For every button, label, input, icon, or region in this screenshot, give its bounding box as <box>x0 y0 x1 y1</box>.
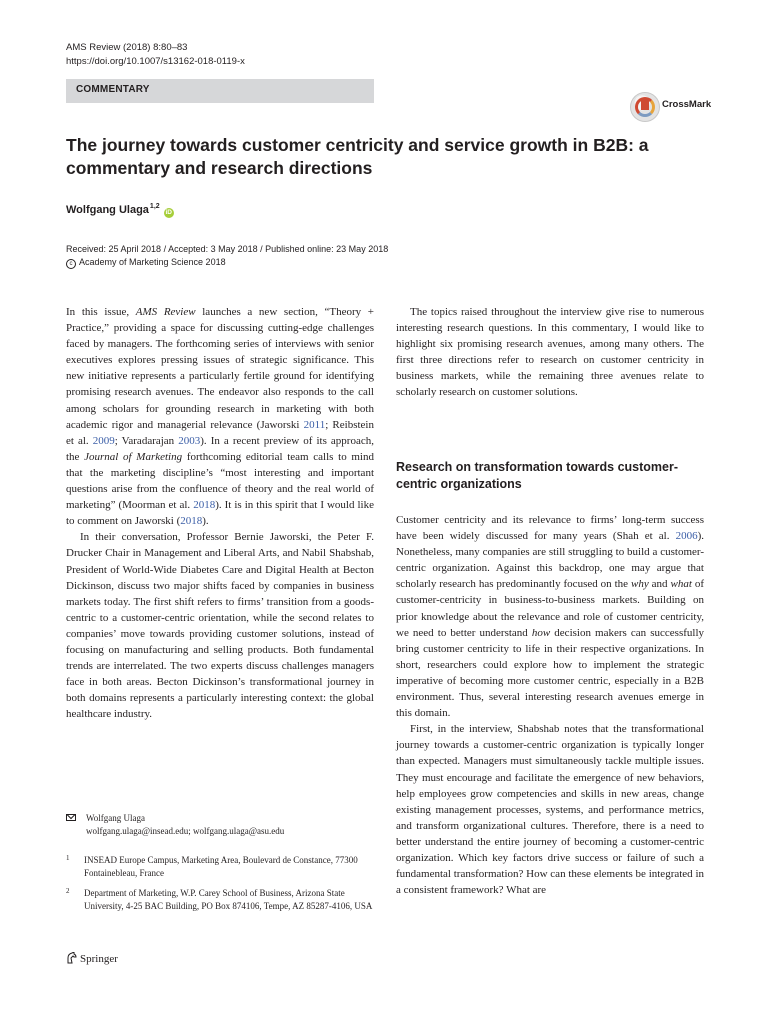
body-paragraph: The topics raised throughout the interview give rise to numerous interesting research questions. In this commentary, I would like to highlight six promising research avenues, among many others. The first three directions refer to research on customer centricity in business markets, while the remaining three avenues relate to scholarly research on customer solutions. <box>396 306 704 399</box>
orcid-icon[interactable]: iD <box>165 209 172 216</box>
copyright-icon: c <box>66 259 76 269</box>
publication-dates: Received: 25 April 2018 / Accepted: 3 May 2018 / Published online: 23 May 2018 <box>66 244 389 254</box>
crossmark-label: CrossMark <box>662 99 712 110</box>
body-paragraph: Customer centricity and its relevance to firms’ long-term success have been widely discussed for many years (Shah et al. 2006). Nonetheless, many companies are still struggling to build a customer-centric organization. Against this backdrop, one may argue that scholarly research has predominantly focused on the why and what of customer-centricity in business-to-business markets. Building on prior knowledge about the relevance and role of customer centricity, we need to better understand how decision makers can successfully bring customer centricity to life in their respective organizations. In short, researchers could explore how to implement the strategic imperative of becoming more customer centric, especially in a B2B environment. Thus, several interesting research avenues emerge in this domain. <box>396 514 705 720</box>
crossmark-button[interactable] <box>630 92 740 124</box>
citation-link[interactable]: 2011 <box>303 418 326 431</box>
author-affiliation-marks: 1,2 <box>149 203 160 210</box>
crossmark-icon <box>630 92 660 122</box>
doi-link[interactable]: https://doi.org/10.1007/s13162-018-0119-x <box>66 56 245 67</box>
citation-link[interactable]: 2018 <box>180 515 203 528</box>
body-paragraph: In this issue, AMS Review launches a new section, “Theory + Practice,” providing a space for discussing cutting-edge challenges faced by managers. The forthcoming series of interviews with senior executives explores pressing issues of strategic significance. This new initiative represents a particularly fertile ground for identifying promising research avenues. The endeavor also responds to the call among scholars for grounding research in marketing with both academic rigor and managerial relevance (Jaworski 2011; Reibstein et al. 2009; Varadarajan 2003). In a recent preview of its approach, the Journal of Marketing forthcoming editorial team calls to mind that the marketing discipline’s “most interesting and important questions arise from the confluence of theory and the real world of marketing” (Moorman et al. 2018). It is in this spirit that I would like to comment on Jaworski (2018). <box>66 306 374 528</box>
citation-link[interactable]: 2006 <box>675 530 698 543</box>
springer-horse-icon <box>66 952 77 964</box>
affiliation-number: 1 <box>66 854 70 862</box>
citation-link[interactable]: 2018 <box>193 499 216 512</box>
article-title: The journey towards customer centricity and service growth in B2B: a commentary and research directions <box>66 135 649 178</box>
body-column-right-intro <box>396 304 704 401</box>
body-paragraph: In their conversation, Professor Bernie Jaworski, the Peter F. Drucker Chair in Management and Liberal Arts, and Nabil Shabshab, President of World-Wide Diabetes Care and Digital Health at Becton Dickinson, discuss two major shifts faced by companies in business markets today. The first shift refers to firms’ transition from a goods-centric to a customer-centric orientation, while the second relates to companies’ move towards providing customer solutions, instead of focusing on manufacturing and selling products. Both fundamental trends are interrelated. The two experts discuss challenges managers face in both areas. Becton Dickinson’s transformational journey in both domains represents a particularly interesting context: the global healthcare industry. <box>66 531 374 721</box>
body-paragraph: First, in the interview, Shabshab notes that the transformational journey towards a customer-centric organization is typically longer than expected. Managers must simultaneously tackle multiple issues. They must encourage and facilitate the emergence of new behaviors, help employees grow competencies and skills in new areas, change existing management processes, systems, and performance metrics, and transform organizational cultures. Therefore, there is a need to better understand the entire journey of becoming a customer-centric organization. Which key factors drive success or failure of such a fundamental transformation? How can these elements be integrated in a consistent framework? What are <box>396 723 704 897</box>
journal-name-italic: Journal of Marketing <box>84 450 183 463</box>
copyright-text: Academy of Marketing Science 2018 <box>79 257 226 267</box>
copyright-line <box>66 256 226 269</box>
affiliation-text: Department of Marketing, W.P. Carey School of Business, Arizona State University, 4-25 BAC Building, PO Box 874106, Tempe, AZ 85287-4106, USA <box>84 888 373 911</box>
author-line <box>66 203 174 218</box>
section-heading: Research on transformation towards customer-centric organizations <box>396 460 679 491</box>
affiliation-text: INSEAD Europe Campus, Marketing Area, Boulevard de Constance, 77300 Fontainebleau, France <box>84 855 358 878</box>
section-label-bar <box>66 79 374 103</box>
author-name[interactable]: Wolfgang Ulaga <box>66 204 149 216</box>
affiliation-number: 2 <box>66 887 70 895</box>
publisher-name: Springer <box>80 953 118 965</box>
body-column-left <box>66 304 374 722</box>
citation-link[interactable]: 2003 <box>178 434 201 447</box>
contact-email[interactable]: wolfgang.ulaga@insead.edu; wolfgang.ulaga@asu.edu <box>86 826 285 836</box>
journal-citation: AMS Review (2018) 8:80–83 <box>66 42 188 53</box>
contact-name: Wolfgang Ulaga <box>86 813 146 823</box>
citation-link[interactable]: 2009 <box>92 434 115 447</box>
journal-name-italic: AMS Review <box>135 306 196 318</box>
envelope-icon <box>66 814 76 821</box>
section-label: COMMENTARY <box>76 84 150 95</box>
body-column-right <box>396 512 704 898</box>
publisher-logo <box>66 952 118 966</box>
